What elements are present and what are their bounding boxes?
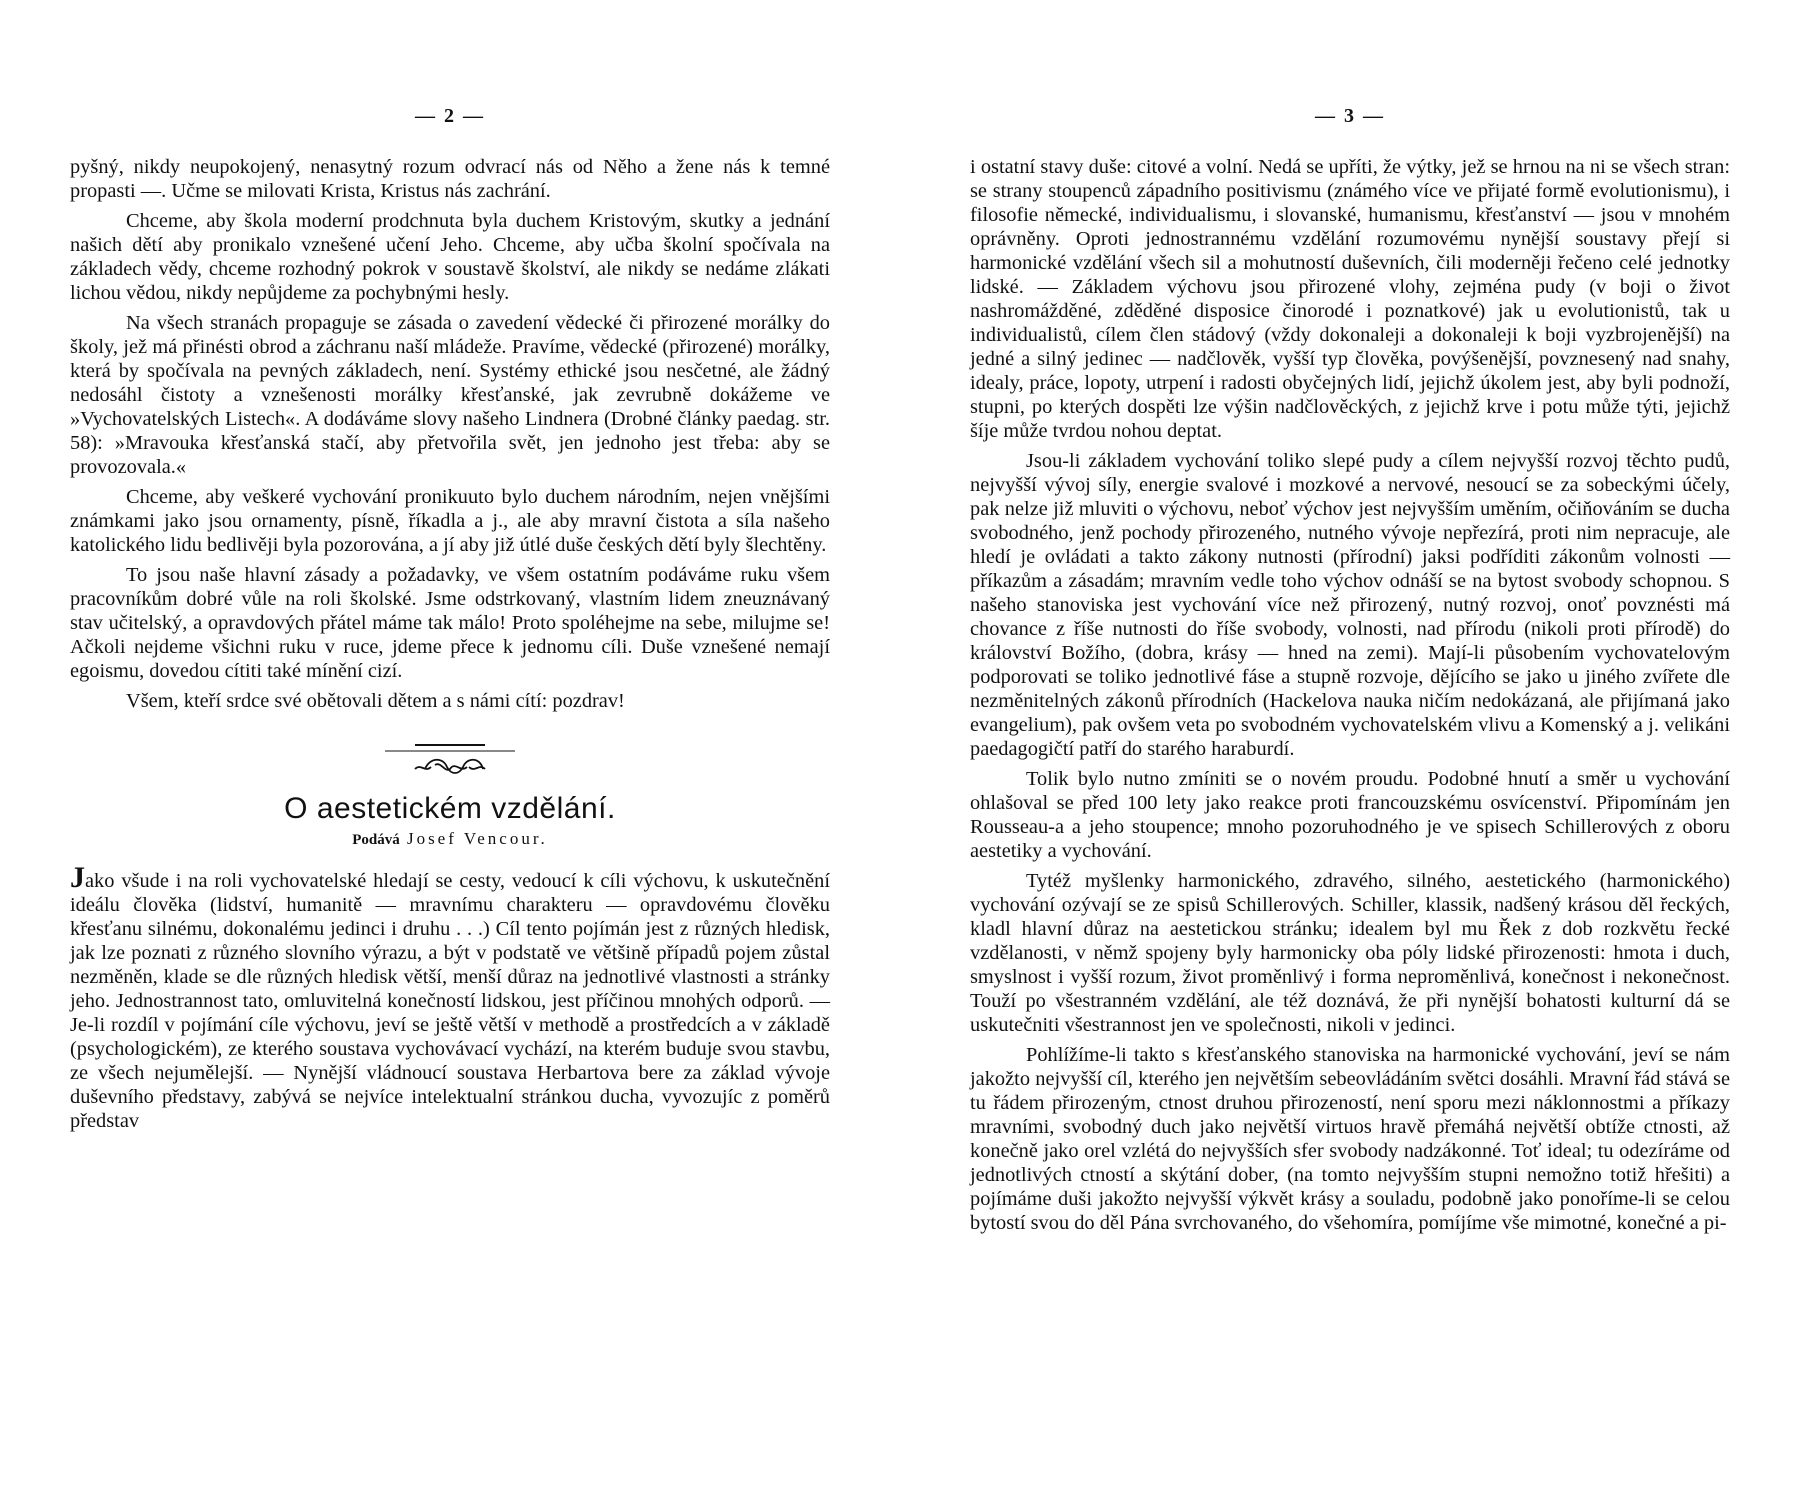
ornament-flourish-icon: [385, 739, 515, 783]
right-paragraph-3: Tolik bylo nutno zmíniti se o novém proudu. Podobné hnutí a směr u vychování ohlašoval se před 100 lety jako reakce proti francouzskému osvícenství. Připomínám jen Rousseau-a a jeho stoupence; mnoho pozoruhodného je ve spisech Schillerových z oboru aestetiky a vychování.: [970, 768, 1730, 862]
left-paragraph-5: To jsou naše hlavní zásady a požadavky, ve všem ostatním podáváme ruku všem pracovníkům dobré vůle na roli školské. Jsme odstrkovaný, vlastním lidem zneuznávaný stav učitelský, a opravdových přátel máme tak málo! Proto spoléhejme na sebe, milujme se! Ačkoli nejdeme všichni ruku v ruce, jdeme přece k jednomu cíli. Duše vznešené nemají egoismu, dovedou cítiti také mínění cizí.: [70, 564, 830, 682]
left-paragraph-1: pyšný, nikdy neupokojený, nenasytný rozum odvrací nás od Něho a žene nás k temné propasti —. Učme se milovati Krista, Kristus nás zachrání.: [70, 156, 830, 202]
right-paragraph-4: Tytéž myšlenky harmonického, zdravého, silného, aestetického (harmonického) vychování ozývají se ze spisů Schillerových. Schiller, klassik, nadšený krásou děl řeckých, kladl hlavní důraz na aestetickou stránku; idealem byl mu Řek z dob rozkvětu řecké vzdělanosti, v němž spojeny byly harmonicky oba póly lidské přirozenosti: hmota i duch, smyslnost i vyšší rozum, život proměnlivý i forma neproměnlivá, konečnost i nekonečnost. Touží po všestranném vzdělání, ale též doznává, že při nynější bohatosti kulturní dá se uskutečniti všestrannost jen ve společnosti, nikoli v jedinci.: [970, 870, 1730, 1036]
left-paragraph-2: Chceme, aby škola moderní prodchnuta byla duchem Kristovým, skutky a jednání našich dětí aby pronikalo vznešené učení Jeho. Chceme, aby učba školní spočívala na základech vědy, chceme rozhodný pokrok v soustavě školství, ale nikdy se nedáme zlákati lichou vědou, nikdy nepůjdeme za pochybnými hesly.: [70, 210, 830, 304]
right-page-text: [970, 155, 1730, 1241]
left-page: [70, 0, 830, 1500]
author-label: Podává: [352, 832, 400, 848]
right-paragraph-1: i ostatní stavy duše: citové a volní. Nedá se upříti, že výtky, jež se hrnou na ni se všech stran: se strany stoupenců západního positivismu (známého více ve přijaté formě evolutionismu), i filosofie německé, individualismu, i slovanské, humanismu, křesťanství — jsou v mnohém oprávněny. Oproti jednostrannému vzdělání rozumovému nynější soustavy přejí si harmonické vzdělání všech sil a mohutností duševních, čili moderněji řečeno celé jednotky lidské. — Základem výchovu jsou přirozené vlohy, zejména pudy (v boji o život nashromážděné, zděděné disposice činorodé i poznatkové) jak u evolutionistů, tak u individualistů, cílem člen stádový (vždy dokonaleji a dokonaleji k boji vyzbrojenější) na jedné a silný jedinec — nadčlověk, vyšší typ člověka, povýšenější, povznesený nad snahy, idealy, práce, lopoty, utrpení i radosti obyčejných lidí, jejichž úkolem jest, aby byli podnoží, stupni, po kterých dospěti lze výšin nadčlověckých, z jejichž krve i potu může týti, jejichž šíje může tvrdou nohou deptat.: [970, 156, 1730, 442]
left-paragraph-6: Všem, kteří srdce své obětovali dětem a s námi cítí: pozdrav!: [126, 690, 625, 712]
right-paragraph-5: Pohlížíme-li takto s křesťanského stanoviska na harmonické vychování, jeví se nám jakožto nejvyšší cíl, kterého jen největším sebeovládáním světci dosáhli. Mravní řád stává se tu řádem přirozeným, ctnost druhou přirozeností, není sporu mezi náklonnostmi a příkazy mravními, svobodný duch jako největší virtuos hravě přemáhá největší obtíže ctnosti, až konečně jako orel vzlétá do nejvyšších sfer svobody nadzákonné. Toť ideal; tu odezíráme od jednotlivých ctností a skýtání dober, (na tomto nejvyšším stupni nemožno totiž hřešiti) a pojímáme duši jakožto nejvyšší výkvět krásy a souladu, podobně jako ponoříme-li se celou bytostí svou do děl Pána svrchovaného, do všehomíra, pomíjíme vše mimotné, konečné a pi-: [970, 1044, 1730, 1234]
page-number-right: — 3 —: [1315, 105, 1385, 127]
right-paragraph-2: Jsou-li základem vychování toliko slepé pudy a cílem nejvyšší rozvoj těchto pudů, nejvyšší vývoj síly, energie svalové i mozkové a nervové, nesoucí se za sobeckými účely, pak nelze již mluviti o výchovu, neboť výchov jest nejvyšším uměním, očiňováním se ducha svobodného, jenž pochody přirozeného, nutného vývoje nepřezírá, proti nim nepracuje, ale hledí je ovládati a takto zákony nutnosti (přírodní) jaksi podříditi zákonům volnosti — příkazům a zásadám; mravním vedle toho výchov odnáší se na bytost svobody schopnou. S našeho stanoviska jest vychování více než přirozený, nutný rozvoj, onoť povznésti má chovance z říše nutnosti do říše svobody, volnosti, nad přírodu (nikoli proti přírodě) do království Božího, (dobra, krásy — hned na zemi). Mají-li působením vychovatelovým podporovati se toliko jednotlivé fáse a stupně rozvoje, dějícího se jako u jiného zvířete dle nezměnitelných zákonů přírodních (Hackelova nauka ničím nedokázaná, ale přijímaná jako evangelium), pak ovšem veta po svobodném vychovatelském vlivu a Komenský a j. velikáni paedagogičtí patří do starého haraburdí.: [970, 450, 1730, 760]
left-page-text: [70, 155, 830, 1139]
ornament-divider: [70, 739, 830, 787]
article-paragraph-1: Jako všude i na roli vychovatelské hledají se cesty, vedoucí k cíli výchovu, k uskutečnění ideálu člověka (lidství, humanitě — mravnímu charakteru — opravdovému člověku křesťanu silnému, dokonalému jedinci i druhu . . .) Cíl tento pojímán jest z různých hledisk, jak lze poznati z různého slovního výrazu, a být v podstatě ve většině případů pojem zůstal nezměněn, klade se dle různých hledisk větší, menší důraz na jednotlivé vlastnosti a stránky jeho. Jednostrannost tato, omluvitelná konečností lidskou, jest příčinou mnohých odporů. — Je-li rozdíl v pojímání cíle výchovu, jeví se ještě větší v methodě a prostředcích a v základě (psychologickém), ze kterého soustava vychovávací vychází, na kterém buduje svou stavbu, ze všech nejumělejší. — Nynější vládnoucí soustava Herbartova bere za základ vývoje duševního představy, zabývá se nejvíce intelektualní stránkou ducha, vyvozujíc z poměrů představ: [70, 861, 830, 1132]
left-paragraph-3: Na všech stranách propaguje se zásada o zavedení vědecké či přirozené morálky do školy, jež má přinésti obrod a záchranu naší mládeže. Pravíme, vědecké (přirozené) morálky, která by spočívala na pevných základech, není. Systémy ethické jsou nesčetné, ale žádný nedosáhl čistoty a vznešenosti morálky křesťanské, jak zevrubně dokážeme ve »Vychovatelských Listech«. A dodáváme slovy našeho Lindnera (Drobné články paedag. str. 58): »Mravouka křesťanská stačí, aby přetvořila svět, jen jednoho jest třeba: aby se provozovala.«: [70, 312, 830, 478]
right-page: [970, 0, 1730, 1500]
article-author: [70, 827, 830, 852]
article-title: O aestetickém vzdělání.: [284, 792, 616, 825]
left-paragraph-4: Chceme, aby veškeré vychování pronikuuto bylo duchem národním, nejen vnějšími známkami jako jsou ornamenty, písně, říkadla a j., ale aby mravní čistota a síla našeho katolického lidu bedlivěji byla pozorována, a jí aby již útlé duše českých dětí byly šlechtěny.: [70, 486, 830, 556]
author-name: Josef Vencour.: [406, 829, 548, 848]
page-number-left: — 2 —: [415, 105, 485, 127]
